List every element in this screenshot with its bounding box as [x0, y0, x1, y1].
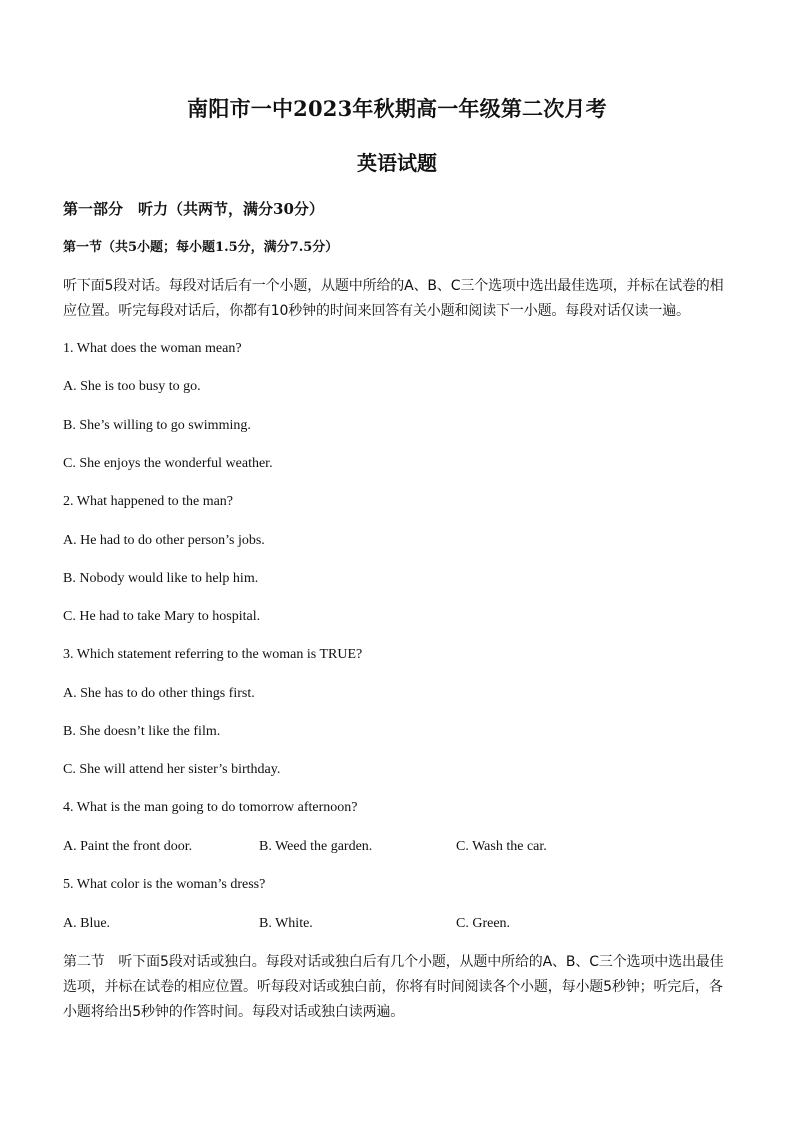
- question-4-option-a: A. Paint the front door.: [63, 839, 193, 854]
- question-3-option-b: B. She doesn’t like the film.: [63, 724, 221, 739]
- question-4-option-c: C. Wash the car.: [456, 839, 547, 854]
- question-1-stem: 1. What does the woman mean?: [63, 341, 242, 356]
- section1-instruction-line1: 听下面5段对话。每段对话后有一个小题，从题中所给的A、B、C三个选项中选出最佳选项，并标在试卷的相: [63, 278, 724, 294]
- section1-heading: 第一节（共5小题；每小题1.5分，满分7.5分）: [63, 240, 339, 255]
- question-3-stem: 3. Which statement referring to the woman is TRUE?: [63, 647, 363, 662]
- section2-line3: 小题将给出5秒钟的作答时间。每段对话或独白读两遍。: [63, 1004, 405, 1020]
- question-1-option-a: A. She is too busy to go.: [63, 379, 201, 394]
- section2-line2: 选项，并标在试卷的相应位置。听每段对话或独白前，你将有时间阅读各个小题，每小题5秒钟；听完后，各: [63, 979, 723, 995]
- section1-instruction-line2: 应位置。听完每段对话后，你都有10秒钟的时间来回答有关小题和阅读下一小题。每段对话仅读一遍。: [63, 303, 690, 319]
- question-3-option-c: C. She will attend her sister’s birthday.: [63, 762, 281, 777]
- question-5-option-b: B. White.: [259, 916, 313, 931]
- question-2-option-a: A. He had to do other person’s jobs.: [63, 533, 265, 548]
- question-5-option-c: C. Green.: [456, 916, 511, 931]
- question-4-stem: 4. What is the man going to do tomorrow afternoon?: [63, 800, 358, 815]
- question-1-option-b: B. She’s willing to go swimming.: [63, 418, 251, 433]
- section2-line1: 第二节 听下面5段对话或独白。每段对话或独白后有几个小题，从题中所给的A、B、C三个选项中选出最佳: [63, 954, 724, 970]
- exam-title: 南阳市一中2023年秋期高一年级第二次月考: [187, 96, 607, 121]
- exam-subtitle: 英语试题: [357, 151, 437, 175]
- part-heading: 第一部分 听力（共两节，满分30分）: [63, 200, 324, 218]
- question-2-option-b: B. Nobody would like to help him.: [63, 571, 259, 586]
- question-1-option-c: C. She enjoys the wonderful weather.: [63, 456, 273, 471]
- question-4-option-b: B. Weed the garden.: [259, 839, 373, 854]
- question-2-option-c: C. He had to take Mary to hospital.: [63, 609, 261, 624]
- question-3-option-a: A. She has to do other things first.: [63, 686, 255, 701]
- question-5-stem: 5. What color is the woman’s dress?: [63, 877, 266, 892]
- question-5-option-a: A. Blue.: [63, 916, 111, 931]
- question-2-stem: 2. What happened to the man?: [63, 494, 234, 509]
